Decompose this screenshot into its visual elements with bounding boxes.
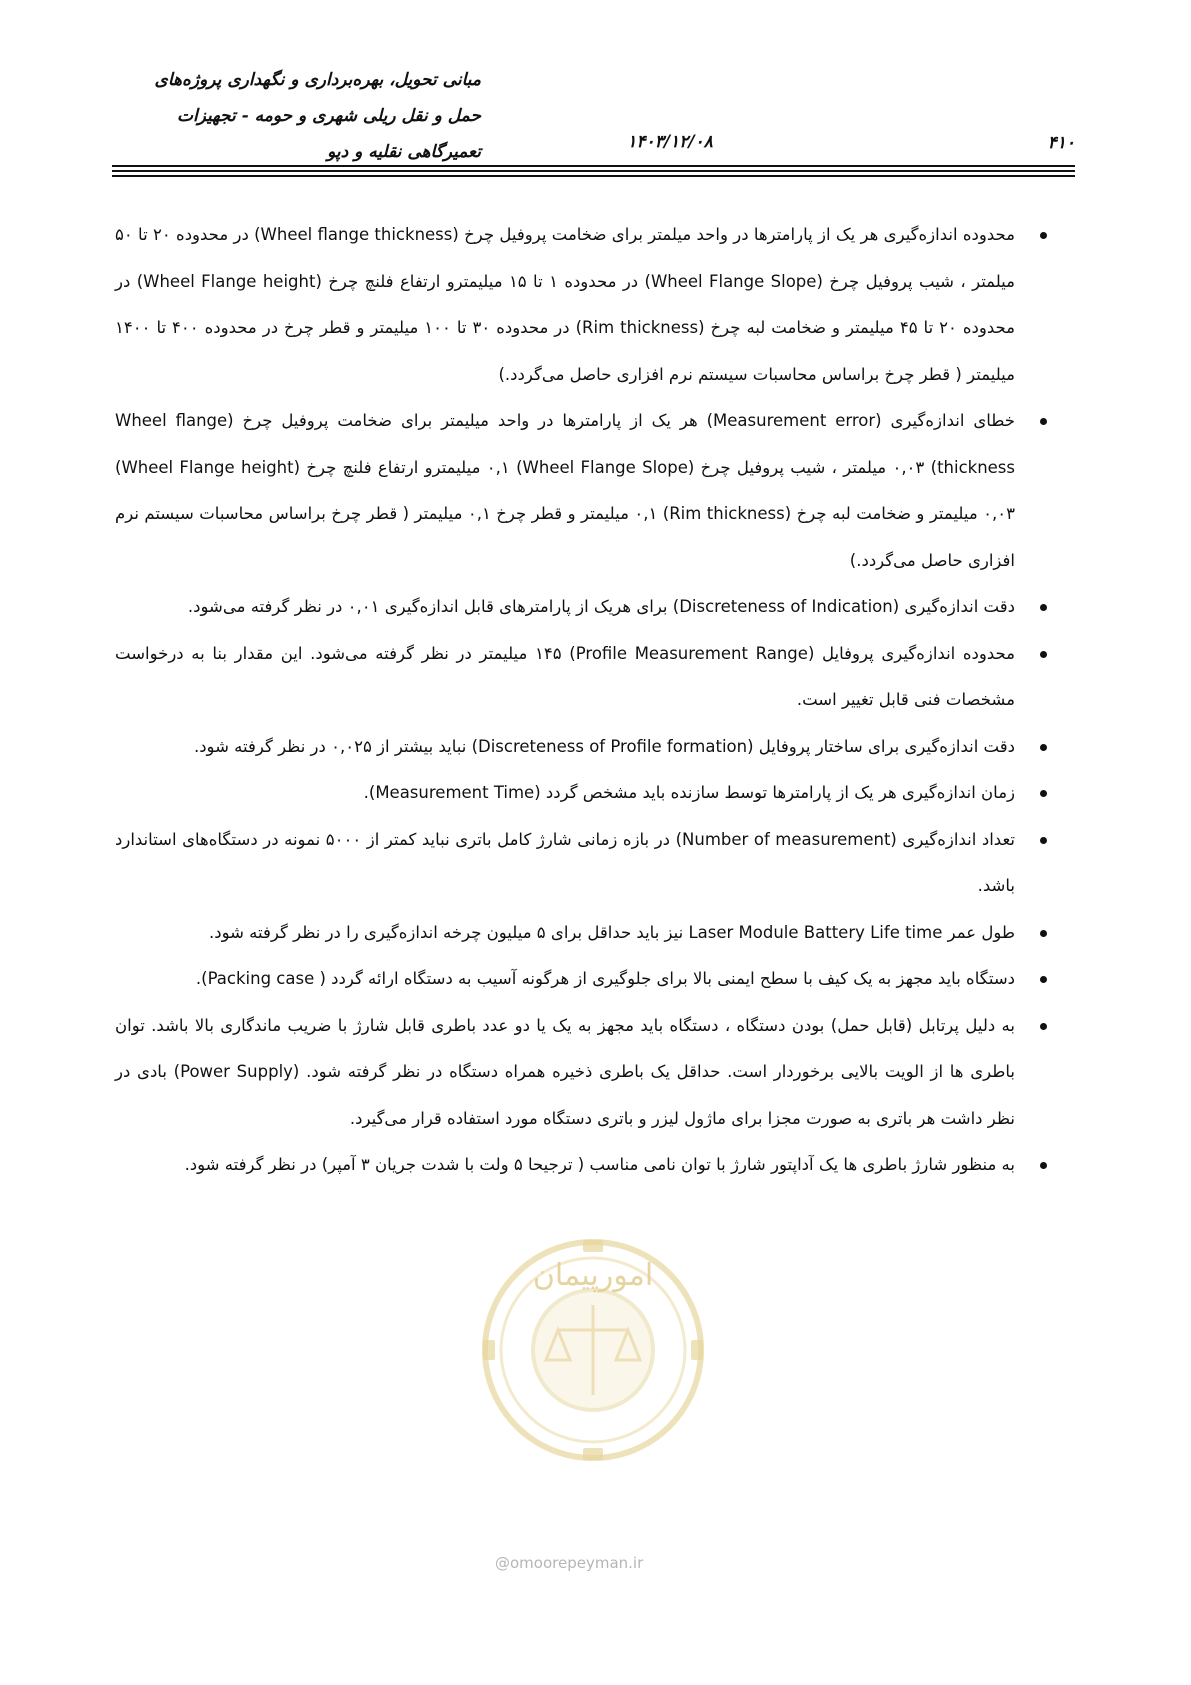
svg-text:امورپیمان: امورپیمان — [532, 1258, 654, 1293]
header-title-line: مبانی تحویل، بهره‌برداری و نگهداری پروژه‌های — [154, 70, 481, 90]
header-rule — [112, 170, 1075, 172]
bullet-item — [115, 398, 1015, 584]
bullet-item — [115, 584, 1015, 631]
header-rule — [112, 175, 1075, 177]
bullet-text: محدوده اندازه‌گیری هر یک از پارامترها در واحد میلمتر برای ضخامت پروفیل چرخ (Wheel flange thickness) در محدوده ۲۰ تا ۵۰ میلمتر ، شیب پروفیل چرخ (Wheel Flange Slope) در محدوده ۱ تا ۱۵ میلیمترو ارتفاع فلنچ چرخ (Wheel Flange height) در محدوده ۲۰ تا ۴۵ میلیمتر و ضخامت لبه چرخ (Rim thickness) در محدوده ۳۰ تا ۱۰۰ میلیمتر و قطر چرخ در محدوده ۴۰۰ تا ۱۴۰۰ میلیمتر ( قطر چرخ براساس محاسبات سیستم نرم افزاری حاصل می‌گردد.) — [115, 225, 1016, 384]
bullet-item — [115, 956, 1015, 1003]
bullet-dot-icon — [1040, 790, 1047, 797]
bullet-item — [115, 631, 1015, 724]
bullet-dot-icon — [1040, 930, 1047, 937]
header-title-line: حمل و نقل ریلی شهری و حومه - تجهیزات — [176, 106, 481, 126]
bullet-dot-icon — [1040, 744, 1047, 751]
bullet-dot-icon — [1040, 418, 1047, 425]
bullet-item — [115, 1003, 1015, 1143]
bullet-item — [115, 212, 1015, 398]
bullet-text: طول عمر Laser Module Battery Life time نیز باید حداقل برای ۵ میلیون چرخه اندازه‌گیری را در نظر گرفته شود. — [208, 922, 1015, 942]
bullet-dot-icon — [1040, 1162, 1047, 1169]
bullet-dot-icon — [1040, 232, 1047, 239]
bullet-text: دستگاه باید مجهز به یک کیف با سطح ایمنی بالا برای جلوگیری از هرگونه آسیب به دستگاه ارائه گردد ( Packing case). — [195, 969, 1015, 988]
bullet-text: دقت اندازه‌گیری (Discreteness of Indication) برای هریک از پارامترهای قابل اندازه‌گیری ۰,۰۱ در نظر گرفته می‌شود. — [187, 597, 1015, 616]
header-date: ۱۴۰۳/۱۲/۰۸ — [627, 132, 713, 152]
bullet-dot-icon — [1040, 976, 1047, 983]
bullet-text: تعداد اندازه‌گیری (Number of measurement) در بازه زمانی شارژ کامل باتری نباید کمتر از ۵۰۰۰ نمونه در دستگاه‌های استاندارد باشد. — [115, 829, 1015, 895]
bullet-text: به دلیل پرتابل (قابل حمل) بودن دستگاه ، دستگاه باید مجهز به یک یا دو عدد باطری قابل شارژ با ضریب ماندگاری بالا باشد. توان باطری ها از الویت بالایی برخوردار است. حداقل یک باطری ذخیره همراه دستگاه در نظر گرفته شود. (Power Supply) بادی در نظر داشت هر باتری به صورت مجزا برای ماژول لیزر و باتری دستگاه مورد استفاده قرار می‌گیرد. — [115, 1015, 1016, 1128]
bullet-text: محدوده اندازه‌گیری پروفایل (Profile Measurement Range) ۱۴۵ میلیمتر در نظر گرفته می‌شود. این مقدار بنا به درخواست مشخصات فنی قابل تغییر است. — [115, 643, 1016, 709]
bullet-item — [115, 770, 1015, 817]
bullet-item — [115, 724, 1015, 771]
document-header-title — [101, 62, 481, 170]
bullet-text: زمان اندازه‌گیری هر یک از پارامترها توسط سازنده باید مشخص گردد (Measurement Time). — [363, 783, 1015, 802]
bullet-item — [115, 817, 1015, 910]
header-rule — [112, 165, 1075, 167]
page-number: ۴۱۰ — [1047, 133, 1075, 153]
bullet-text: دقت اندازه‌گیری برای ساختار پروفایل (Discreteness of Profile formation) نباید بیشتر از ۰,۰۲۵ در نظر گرفته شود. — [193, 736, 1015, 756]
document-body — [115, 212, 1015, 1189]
bullet-item — [115, 910, 1015, 957]
bullet-text: به منظور شارژ باطری ها یک آداپتور شارژ با توان نامی مناسب ( ترجیحا ۵ ولت با شدت جریان ۳ آمپر) در نظر گرفته شود. — [184, 1155, 1015, 1174]
bullet-dot-icon — [1040, 837, 1047, 844]
bullet-text: خطای اندازه‌گیری (Measurement error) هر یک از پارامترها در واحد میلیمتر برای ضخامت پروفیل چرخ (Wheel flange thickness) ۰,۰۳ میلمتر ، شیب پروفیل چرخ (Wheel Flange Slope) ۰,۱ میلیمترو ارتفاع فلنچ چرخ (Wheel Flange height) ۰,۰۳ میلیمتر و ضخامت لبه چرخ (Rim thickness) ۰,۱ میلیمتر و قطر چرخ ۰,۱ میلیمتر ( قطر چرخ براساس محاسبات سیستم نرم افزاری حاصل می‌گردد.) — [115, 411, 1016, 570]
watermark-url: @omoorepeyman.ir — [495, 1554, 644, 1572]
header-title-line: تعمیرگاهی نقلیه و دپو — [327, 142, 481, 162]
bullet-dot-icon — [1040, 604, 1047, 611]
bullet-item — [115, 1142, 1015, 1189]
watermark-seal-logo — [478, 1235, 708, 1465]
bullet-dot-icon — [1040, 651, 1047, 658]
bullet-list — [115, 212, 1015, 1189]
bullet-dot-icon — [1040, 1023, 1047, 1030]
